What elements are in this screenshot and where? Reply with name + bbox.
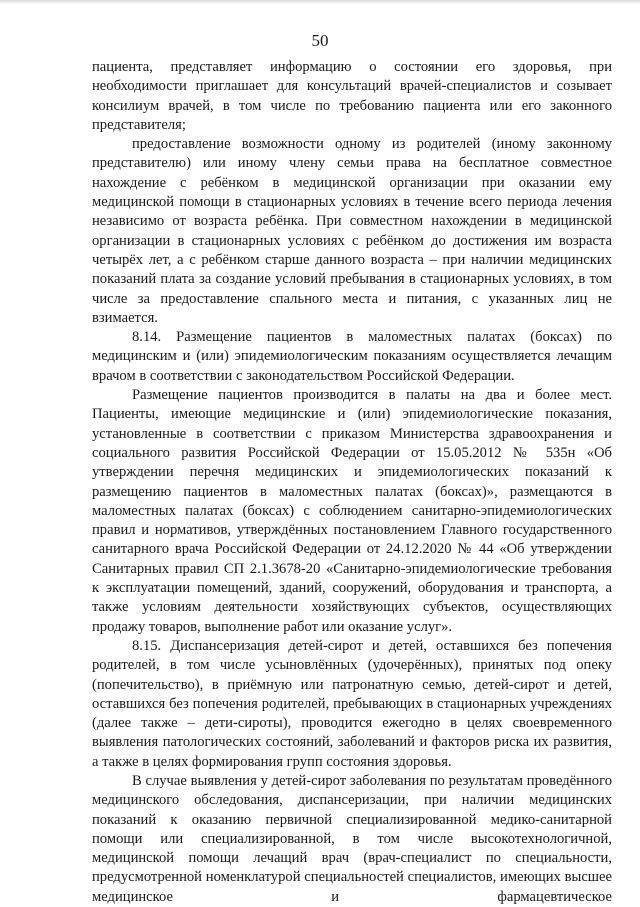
paragraph-ward-placement: Размещение пациентов производится в палаты на два и более мест. Пациенты, имеющие медицинские и (или) эпидемиологические показания, установленные в соответствии с приказом Министерства здравоохранения и социального развития Российской Федерации от 15.05.2012 № 535н «Об утверждении перечня медицинских и эпидемиологических показаний к размещению пациентов в маломестных палатах (боксах)», размещаются в маломестных палатах (боксах) с соблюдением санитарно-эпидемиологических правил и нормативов, утверждённых постановлением Главного государственного санитарного врача Российской Федерации от 24.12.2020 № 44 «Об утверждении Санитарных правил СП 2.1.3678-20 «Санитарно-эпидемиологические требования к эксплуатации помещений, зданий, сооружений, оборудования и транспорта, а также условиям деятельности хозяйствующих субъектов, осуществляющих продажу товаров, выполнение работ или оказание услуг». — [92, 387, 612, 635]
scan-edge — [0, 0, 640, 4]
paragraph-disease-detection: В случае выявления у детей-сирот заболевания по результатам проведённого медицинского обследования, диспансеризации, при наличии медицинских показаний к оказанию первичной специализированной медико-санитарной помощи или специализированной, в том числе высокотехнологичной, медицинской помощи лечащий врач (врач-специалист по специальности, предусмотренной номенклатурой специальностей специалистов, имеющих высшее медицинское и фармацевтическое — [92, 772, 612, 905]
paragraph-joint-stay: предоставление возможности одному из родителей (иному законному представителю) или иному члену семьи права на бесплатное совместное нахождение с ребёнком в медицинской организации при оказании ему медицинской помощи в стационарных условиях в течение всего периода лечения независимо от возраста ребёнка. При совместном нахождении в медицинской организации в стационарных условиях с ребёнком до достижения им возраста четырёх лет, а с ребёнком старше данного возраста – при наличии медицинских показаний плата за создание условий пребывания в стационарных условиях, в том числе за предоставление спального места и питания, с указанных лиц не взимается. — [92, 136, 612, 326]
paragraph-8-15: 8.15. Диспансеризация детей-сирот и детей, оставшихся без попечения родителей, в том числе усыновлённых (удочерённых), принятых под опеку (попечительство), в приёмную или патронатную семью, детей-сирот и детей, оставшихся без попечения родителей, пребывающих в стационарных учреждениях (далее также – дети-сироты), проводится ежегодно в целях своевременного выявления патологических состояний, заболеваний и факторов риска их развития, а также в целях формирования групп состояния здоровья. — [92, 637, 612, 770]
document-body — [92, 58, 612, 907]
page-number: 50 — [311, 31, 329, 50]
paragraph-continuation: пациента, представляет информацию о состоянии его здоровья, при необходимости приглашает для консультаций врачей-специалистов и созывает консилиум врачей, в том числе по требованию пациента или его законного представителя; — [92, 59, 612, 133]
paragraph-8-14: 8.14. Размещение пациентов в маломестных палатах (боксах) по медицинским и (или) эпидемиологическим показаниям осуществляется лечащим врачом в соответствии с законодательством Российской Федерации. — [92, 329, 612, 384]
